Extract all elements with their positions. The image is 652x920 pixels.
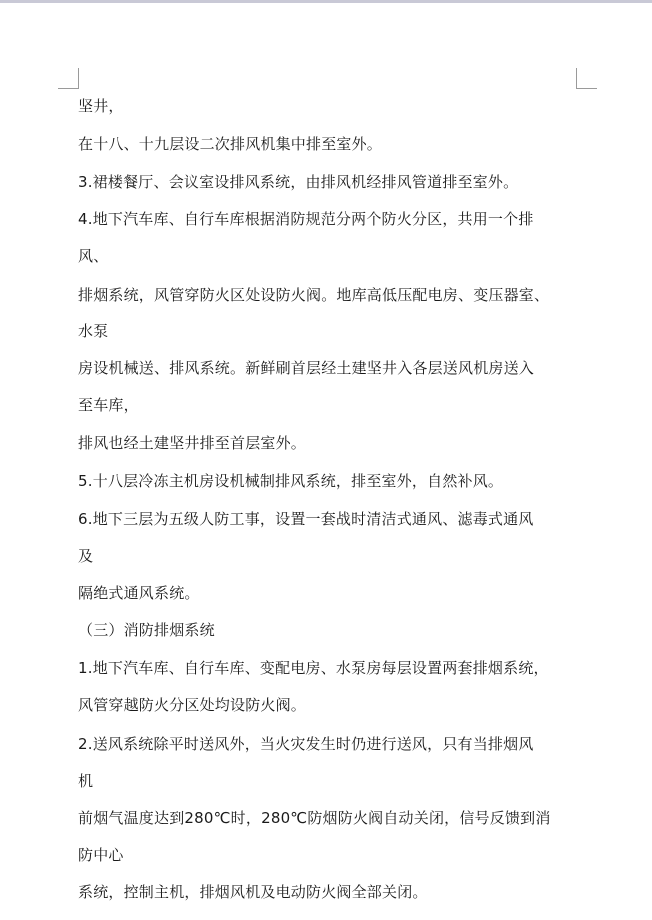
text-line: 及 — [78, 547, 94, 565]
text-line: 1.地下汽车库、自行车库、变配电房、水泵房每层设置两套排烟系统， — [78, 659, 549, 677]
text-line: 排风也经土建坚井排至首层室外。 — [78, 434, 307, 452]
text-line: 排烟系统，风管穿防火区处设防火阀。地库高低压配电房、变压器室、 — [78, 286, 550, 304]
text-line: 4.地下汽车库、自行车库根据消防规范分两个防火分区，共用一个排 — [78, 210, 534, 228]
text-line: 在十八、十九层设二次排风机集中排至室外。 — [78, 135, 383, 153]
text-line: 5.十八层冷冻主机房设机械制排风系统，排至室外，自然补风。 — [78, 472, 504, 490]
window-top-strip — [0, 0, 652, 3]
text-line: 坚井， — [78, 97, 124, 115]
text-line: 3.裙楼餐厅、会议室设排风系统，由排风机经排风管道排至室外。 — [78, 173, 519, 191]
text-line: 风管穿越防火分区处均设防火阀。 — [78, 696, 307, 714]
section-heading: （三）消防排烟系统 — [78, 621, 215, 639]
text-line: 水泵 — [78, 322, 109, 340]
text-line: 机 — [78, 772, 94, 790]
margin-corner-mark-left — [58, 68, 79, 89]
text-line: 系统，控制主机，排烟风机及电动防火阀全部关闭。 — [78, 883, 428, 901]
text-line: 风、 — [78, 247, 109, 265]
text-line: 房设机械送、排风系统。新鲜刷首层经土建坚井入各层送风机房送入 — [78, 359, 535, 377]
text-line: 隔绝式通风系统。 — [78, 584, 200, 602]
text-line: 6.地下三层为五级人防工事，设置一套战时清洁式通风、滤毒式通风 — [78, 510, 534, 528]
text-line: 2.送风系统除平时送风外，当火灾发生时仍进行送风，只有当排烟风 — [78, 735, 534, 753]
text-line: 前烟气温度达到280℃时，280℃防烟防火阀自动关闭，信号反馈到消 — [78, 809, 551, 827]
text-line: 防中心 — [78, 846, 124, 864]
text-line: 至车库， — [78, 396, 139, 414]
margin-corner-mark-right — [576, 68, 597, 89]
